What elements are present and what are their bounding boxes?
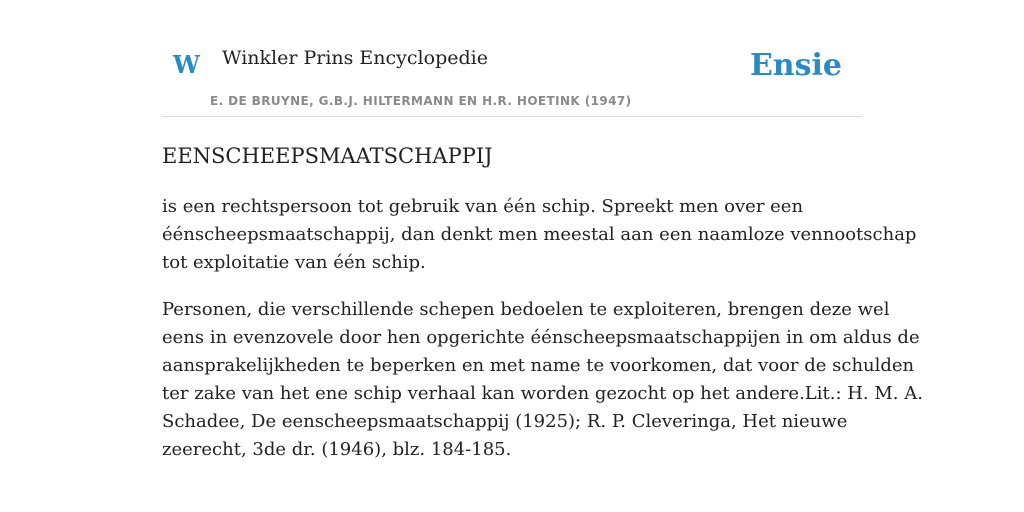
paragraph-line: Schadee, De eenscheepsmaatschappij (1925); R. P. Cleveringa, Het nieuwe	[162, 411, 848, 432]
ensie-brand-logo[interactable]: Ensie	[749, 48, 842, 83]
page-container	[162, 0, 923, 464]
paragraph-line: is een rechtspersoon tot gebruik van één schip. Spreekt men over een	[162, 196, 804, 217]
authors-line: E. DE BRUYNE, G.B.J. HILTERMANN EN H.R. HOETINK (1947)	[210, 94, 632, 108]
site-logo[interactable]: W	[173, 50, 200, 79]
paragraph-line: eens in evenzovele door hen opgerichte éénscheepsmaatschappijen in om aldus de	[162, 327, 920, 348]
paragraph-line: zeerecht, 3de dr. (1946), blz. 184-185.	[162, 439, 512, 460]
site-title[interactable]: Winkler Prins Encyclopedie	[222, 47, 488, 69]
paragraph-line: aansprakelijkheden te beperken en met name te voorkomen, dat voor de schulden	[162, 355, 915, 376]
site-header	[162, 0, 862, 117]
paragraph-line: ter zake van het ene schip verhaal kan worden gezocht op het andere.Lit.: H. M. A.	[162, 383, 923, 404]
article-paragraph-1	[162, 193, 917, 277]
article-headword: EENSCHEEPSMAATSCHAPPIJ	[162, 144, 493, 168]
article-paragraph-2	[162, 296, 923, 464]
paragraph-line: éénscheepsmaatschappij, dan denkt men meestal aan een naamloze vennootschap	[162, 224, 917, 245]
paragraph-line: tot exploitatie van één schip.	[162, 252, 426, 273]
paragraph-line: Personen, die verschillende schepen bedoelen te exploiteren, brengen deze wel	[162, 299, 890, 320]
